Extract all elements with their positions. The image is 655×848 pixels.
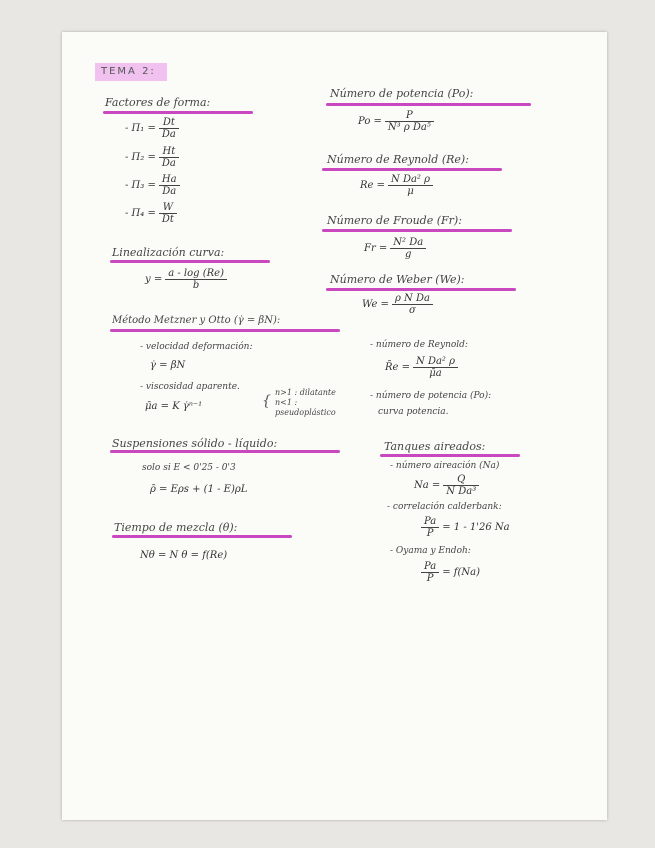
oyama-line: - Oyama y Endoh: <box>390 546 471 556</box>
suspensiones-condition: solo si E < 0'25 - 0'3 <box>142 463 236 473</box>
tanques-title: Tanques aireados: <box>384 440 486 453</box>
reynolds-title: Número de Reynold (Re): <box>327 153 469 166</box>
factor-pi3: - Π₃ = $\frac{Ha}{Da}$ <box>125 174 183 197</box>
factor-pi4: - Π₄ = $\frac{W}{Dt}$ <box>125 202 180 225</box>
metzner-underline <box>110 329 340 332</box>
tanques-underline <box>380 454 520 457</box>
curva-potencia-line: curva potencia. <box>378 407 449 417</box>
weber-formula: We = $\frac{\text{ρ N Da}}{\sigma}$ <box>362 293 436 316</box>
reynold-extra-formula: R̄e = $\frac{\text{N Da² ρ}}{\mūa}$ <box>385 356 461 379</box>
brace: { <box>262 393 271 409</box>
suspensiones-formula: ρ̄ = Eρs + (1 - E)ρL <box>150 484 248 495</box>
metzner-title: Método Metzner y Otto (γ̇ = βN): <box>112 315 281 326</box>
tiempo-title: Tiempo de mezcla (θ): <box>114 521 238 534</box>
reynolds-underline <box>322 168 502 171</box>
linealizacion-formula: y = $\frac{a - \log (Re)}{b}$ <box>145 268 230 291</box>
viscosidad-line: - viscosidad aparente. <box>140 382 240 392</box>
viscosidad-cases: n>1 : dilatante n<1 : pseudoplástico <box>275 388 336 417</box>
velocidad-line: - velocidad deformación: <box>140 342 253 352</box>
tema-label: TEMA 2: <box>95 63 167 81</box>
reynold-extra-line: - número de Reynold: <box>370 340 468 350</box>
factores-title: Factores de forma: <box>105 96 211 109</box>
potencia-formula: Po = $\frac{P}{\text{N³ ρ Da⁵}}$ <box>358 110 437 133</box>
froude-formula: Fr = $\frac{\text{N² Da}}{g}$ <box>364 237 429 260</box>
linealizacion-underline <box>110 260 270 263</box>
froude-title: Número de Froude (Fr): <box>327 214 462 227</box>
factor-pi1: - Π₁ = $\frac{Dt}{Da}$ <box>125 117 182 140</box>
oyama-formula: $\frac{Pa}{P}$ = f(Na) <box>418 561 480 584</box>
potencia-title: Número de potencia (Po): <box>330 87 474 100</box>
velocidad-formula: γ̇ = βN <box>150 360 186 371</box>
potencia-underline <box>326 103 531 106</box>
calderbank-formula: $\frac{Pa}{P}$ = 1 - 1'26 Na <box>418 516 510 539</box>
froude-underline <box>322 229 512 232</box>
viscosidad-formula: μ̄a = K γ̇ⁿ⁻¹ <box>145 401 203 412</box>
factores-underline <box>103 111 253 114</box>
weber-underline <box>326 288 516 291</box>
weber-title: Número de Weber (We): <box>330 273 465 286</box>
tiempo-underline <box>112 535 292 538</box>
potencia-extra-line: - número de potencia (Po): <box>370 391 492 401</box>
tiempo-formula: Nθ = N θ = f(Re) <box>140 550 228 561</box>
suspensiones-title: Suspensiones sólido - líquido: <box>112 437 278 450</box>
aireacion-line: - número aireación (Na) <box>390 461 500 471</box>
calderbank-line: - correlación calderbank: <box>387 502 502 512</box>
aireacion-formula: Na = $\frac{Q}{\text{N Da³}}$ <box>414 474 482 497</box>
reynolds-formula: Re = $\frac{\text{N Da² ρ}}{\mu}$ <box>360 174 436 197</box>
factor-pi2: - Π₂ = $\frac{Ht}{Da}$ <box>125 146 182 169</box>
suspensiones-underline <box>110 450 340 453</box>
linealizacion-title: Linealización curva: <box>112 246 225 259</box>
